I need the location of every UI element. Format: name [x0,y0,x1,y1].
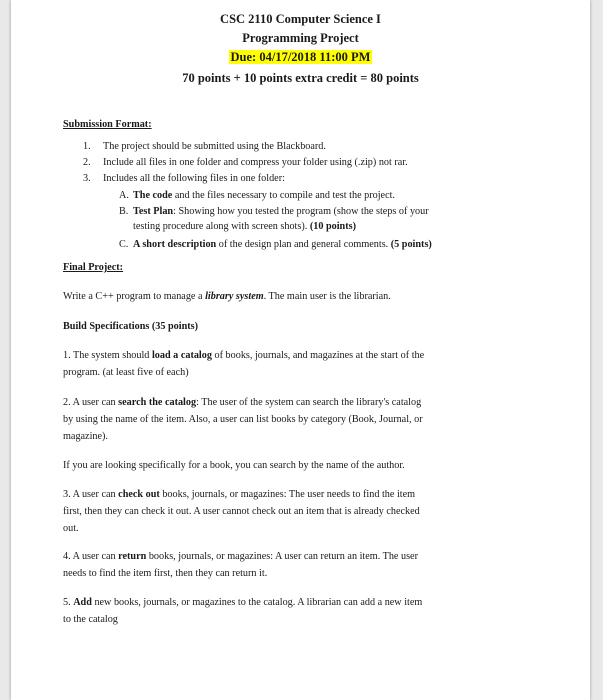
spec-bold: check out [118,489,160,500]
spec-text: 2. A user can [63,397,119,408]
spec-3-line2: first, then they can check it out. A user cannot check out an item that is already checked [63,506,420,517]
item-text: Includes all the following files in one folder: [103,173,285,184]
spec-1 [63,348,424,363]
sub-item-bold: Test Plan [133,206,174,217]
spec-bold: load a catalog [151,350,212,361]
sub-item-points: (5 points) [390,239,432,250]
intro-bold: library system [205,291,264,302]
spec-2 [63,395,421,410]
item-number: 2. [83,157,91,168]
spec-text: 3. A user can [63,489,119,500]
sub-item-letter: A. [119,190,129,201]
spec-3 [63,487,415,502]
sub-item-a [119,188,395,203]
final-project-heading: Final Project: [63,262,124,273]
spec-1-line2: program. (at least five of each) [63,367,189,378]
spec-5 [63,595,422,610]
sub-item-b [119,204,429,219]
submission-item-3 [83,171,285,186]
submission-item-2 [83,155,408,170]
spec-author-search: If you are looking specifically for a book, you can search by the name of the author. [63,460,405,471]
sub-item-text: testing procedure along with screen shots). [133,221,308,232]
sub-item-c [119,237,432,252]
points-summary: 70 points + 10 points extra credit = 80 points [182,71,419,85]
sub-item-text: of the design plan and general comments. [216,239,389,250]
submission-heading: Submission Format: [63,119,152,130]
submission-item-1 [83,139,326,154]
spec-bold: return [118,551,147,562]
spec-text: 5. [63,597,74,608]
spec-text: books, journals, or magazines: A user can return an item. The user [146,551,418,562]
spec-text: new books, journals, or magazines to the catalog. A librarian can add a new item [91,597,423,608]
document-page [11,0,590,700]
item-text: Include all files in one folder and compress your folder using (.zip) not rar. [103,157,408,168]
sub-item-bold: A short description [133,239,217,250]
spec-3-line3: out. [63,523,79,534]
sub-item-letter: C. [119,239,129,250]
spec-text: 1. The system should [63,350,152,361]
project-title: Programming Project [242,31,359,45]
spec-2-line3: magazine). [63,431,108,442]
sub-item-bold: The code [133,190,173,201]
spec-4-line2: needs to find the item first, then they can return it. [63,568,268,579]
due-date [11,50,590,65]
spec-bold: search the catalog [118,397,197,408]
sub-item-b-line2 [133,219,356,234]
build-specs-heading: Build Specifications (35 points) [63,321,199,332]
item-text: The project should be submitted using the Blackboard. [103,141,326,152]
spec-text: books, journals, or magazines: The user needs to find the item [159,489,416,500]
spec-text: : The user of the system can search the library's catalog [196,397,422,408]
due-date-highlight: Due: 04/17/2018 11:00 PM [230,50,371,64]
sub-item-points: (10 points) [309,221,356,232]
course-title: CSC 2110 Computer Science I [220,12,381,26]
spec-5-line2: to the catalog [63,614,118,625]
final-project-intro [63,289,391,304]
sub-item-text: and the files necessary to compile and test the project. [172,190,395,201]
spec-text: of books, journals, and magazines at the start of the [211,350,425,361]
spec-text: 4. A user can [63,551,119,562]
sub-item-letter: B. [119,206,129,217]
spec-4 [63,549,418,564]
spec-2-line2: by using the name of the item. Also, a user can list books by category (Book, Journal, or [63,414,423,425]
spec-bold: Add [73,597,92,608]
item-number: 3. [83,173,91,184]
intro-text: Write a C++ program to manage a [63,291,206,302]
sub-item-text: : Showing how you tested the program (show the steps of your [173,206,429,217]
item-number: 1. [83,141,91,152]
intro-text: . The main user is the librarian. [263,291,391,302]
